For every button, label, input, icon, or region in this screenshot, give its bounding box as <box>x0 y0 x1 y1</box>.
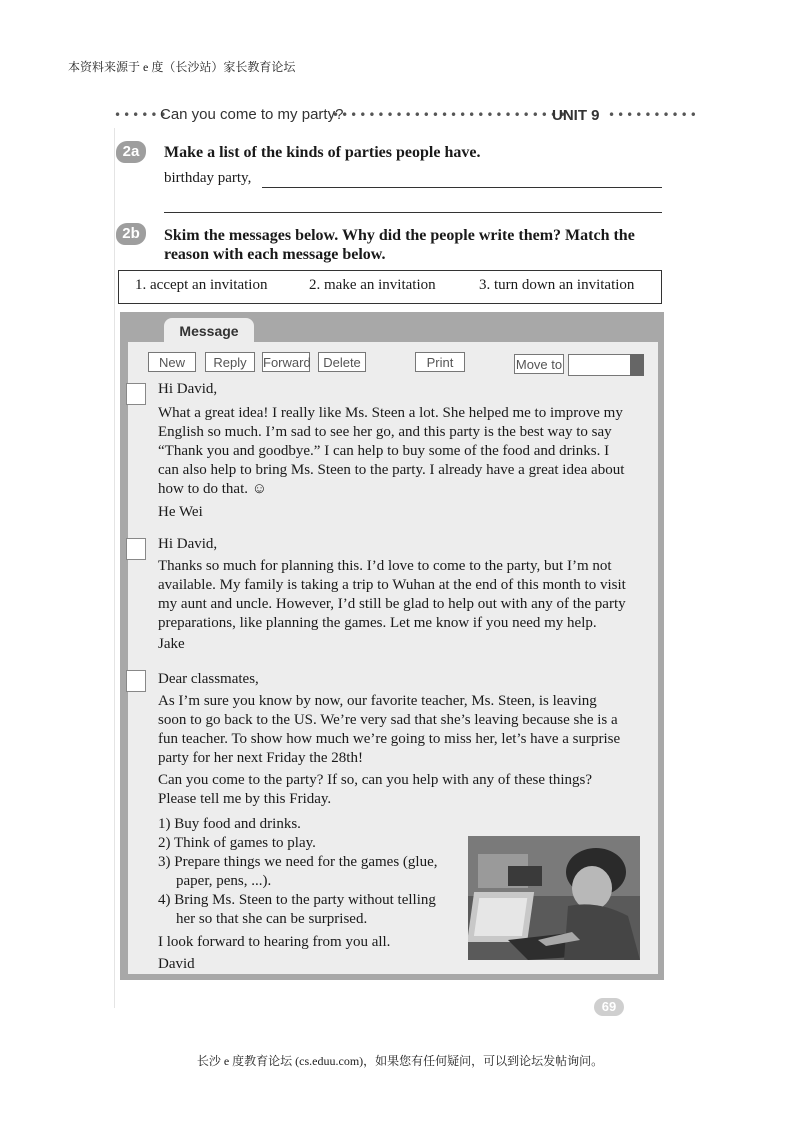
exercise-2a-title: Make a list of the kinds of parties people have. <box>164 144 481 161</box>
unit-label: UNIT 9 <box>552 107 600 124</box>
list-item: paper, pens, ...). <box>176 873 272 889</box>
message-tab[interactable]: Message <box>164 318 254 344</box>
message-line: soon to go back to the US. We’re very sad that she’s leaving because she is a <box>158 712 618 728</box>
print-button[interactable]: Print <box>415 352 465 372</box>
footer-note: 长沙 e 度教育论坛 (cs.eduu.com)，如果您有任何疑问，可以到论坛发帖询问。 <box>196 1054 604 1068</box>
reason-accept: 1. accept an invitation <box>135 277 268 293</box>
message-line: Please tell me by this Friday. <box>158 791 332 807</box>
match-answer-box[interactable] <box>126 383 146 405</box>
list-item: 3) Prepare things we need for the games (glue, <box>158 854 438 870</box>
reply-button[interactable]: Reply <box>205 352 255 372</box>
list-item: 2) Think of games to play. <box>158 835 316 851</box>
source-header: 本资料来源于 e 度（长沙站）家长教育论坛 <box>68 60 296 74</box>
message-line: can also help to bring Ms. Steen to the party. I already have a great idea about <box>158 462 625 478</box>
exercise-badge-2b: 2b <box>116 223 146 245</box>
message-greeting: Dear classmates, <box>158 671 259 687</box>
message-line: my aunt and uncle. However, I’d still be glad to help out with any of the party <box>158 596 626 612</box>
message-line: how to do that. ☺ <box>158 481 268 497</box>
exercise-2a-example: birthday party, <box>164 170 252 186</box>
answer-line[interactable] <box>262 186 662 188</box>
list-item: 4) Bring Ms. Steen to the party without telling <box>158 892 436 908</box>
exercise-badge-2a: 2a <box>116 141 146 163</box>
message-line: What a great idea! I really like Ms. Steen a lot. She helped me to improve my <box>158 405 623 421</box>
message-jake <box>158 535 648 654</box>
message-line: preparations, like planning the games. Let me know if you need my help. <box>158 615 597 631</box>
answer-line[interactable] <box>164 211 662 213</box>
message-closing: I look forward to hearing from you all. <box>158 934 391 950</box>
message-line: Can you come to the party? If so, can you help with any of these things? <box>158 772 593 788</box>
list-item: 1) Buy food and drinks. <box>158 816 301 832</box>
reason-make: 2. make an invitation <box>309 277 436 293</box>
message-line: English so much. I’m sad to see her go, and this party is the best way to say <box>158 424 612 440</box>
unit-header-bar <box>114 104 699 128</box>
message-signature: He Wei <box>158 504 203 520</box>
forward-button[interactable]: Forward <box>262 352 310 372</box>
message-line: fun teacher. To show how much we’re going to miss her, let’s have a surprise <box>158 731 621 747</box>
message-signature: David <box>158 956 195 972</box>
message-he-wei <box>158 380 648 522</box>
page-number: 69 <box>594 998 624 1016</box>
exercise-2b-title-line2: reason with each message below. <box>164 246 386 263</box>
list-item: her so that she can be surprised. <box>176 911 368 927</box>
match-answer-box[interactable] <box>126 538 146 560</box>
margin-rule <box>114 128 115 1008</box>
dot-leader: •••••••••••••••••••••••••• <box>332 108 569 122</box>
unit-subtitle: Can you come to my party? <box>160 106 344 123</box>
move-to-button[interactable]: Move to <box>514 354 564 374</box>
message-greeting: Hi David, <box>158 381 218 397</box>
match-answer-box[interactable] <box>126 670 146 692</box>
message-line: Thanks so much for planning this. I’d love to come to the party, but I’m not <box>158 558 612 574</box>
message-signature: Jake <box>158 636 185 652</box>
delete-button[interactable]: Delete <box>318 352 366 372</box>
exercise-2b-title-line1: Skim the messages below. Why did the people write them? Match the <box>164 227 635 244</box>
dot-leader: •••••••••• <box>608 108 699 122</box>
message-line: As I’m sure you know by now, our favorite teacher, Ms. Steen, is leaving <box>158 693 597 709</box>
message-line: party for her next Friday the 28th! <box>158 750 363 766</box>
dropdown-arrow-icon[interactable] <box>630 354 644 376</box>
message-line: available. My family is taking a trip to Wuhan at the end of this month to visit <box>158 577 626 593</box>
reasons-box <box>118 270 662 304</box>
message-greeting: Hi David, <box>158 536 218 552</box>
new-button[interactable]: New <box>148 352 196 372</box>
dot-leader: •••••• <box>114 108 169 122</box>
reason-turn-down: 3. turn down an invitation <box>479 277 635 293</box>
boy-at-computer-photo <box>468 836 640 960</box>
message-line: “Thank you and goodbye.” I can help to buy some of the food and drinks. I <box>158 443 610 459</box>
